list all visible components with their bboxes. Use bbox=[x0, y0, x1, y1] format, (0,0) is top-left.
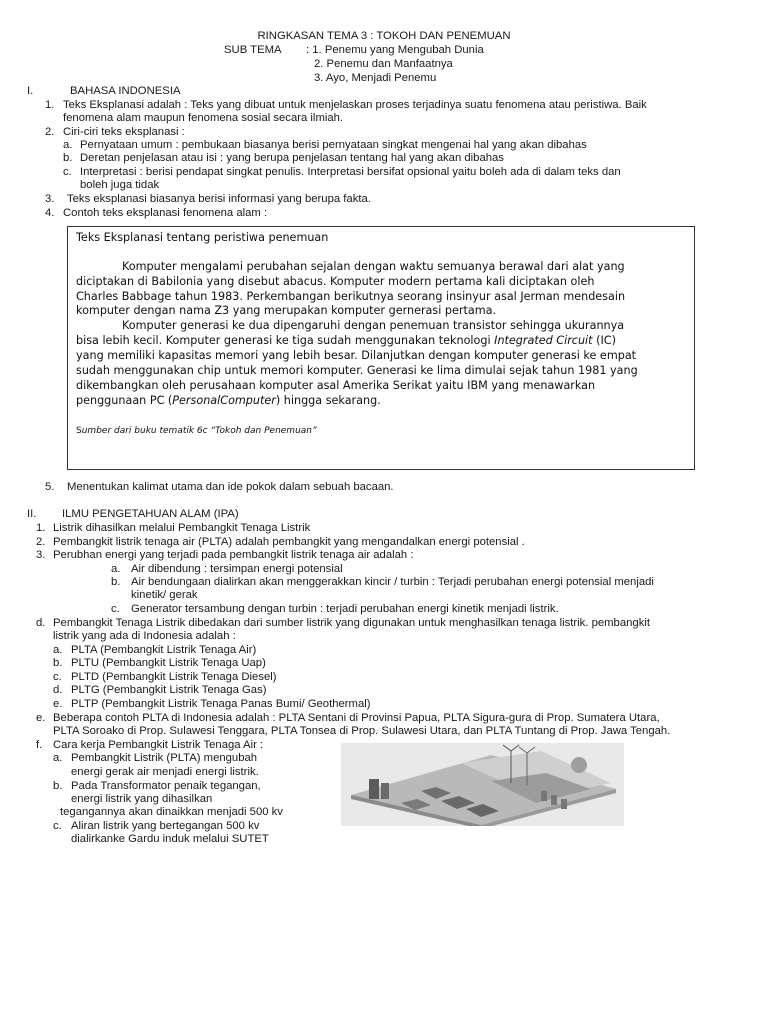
s1-item4-number: 4. bbox=[45, 207, 55, 219]
pltu-item: PLTU (Pembangkit Listrik Tenaga Uap) bbox=[71, 657, 266, 669]
s1-item2: Ciri-ciri teks eksplanasi : bbox=[63, 126, 185, 138]
s1-item2a-letter: a. bbox=[63, 139, 73, 151]
pltu-letter: b. bbox=[53, 657, 63, 669]
pltg-item: PLTG (Pembangkit Listrik Tenaga Gas) bbox=[71, 684, 267, 696]
subtema-2: 2. Penemu dan Manfaatnya bbox=[314, 58, 453, 70]
s2-item3: Perubhan energi yang terjadi pada pembangkit listrik tenaga air adalah : bbox=[53, 549, 414, 561]
box-p2-line5: dikembangkan oleh perusahaan komputer asal Amerika Serikat yaitu IBM yang menawarkan bbox=[76, 379, 596, 392]
box-p1-line2: diciptakan di Babilonia yang disebut abacus. Komputer modern pertama kali diciptakan oleh bbox=[76, 275, 595, 288]
integrated-circuit-term: Integrated Circuit bbox=[494, 334, 593, 347]
document-title: RINGKASAN TEMA 3 : TOKOH DAN PENEMUAN bbox=[257, 30, 511, 42]
f-b-line2: energi listrik yang dihasilkan bbox=[71, 793, 213, 805]
s1-item4: Contoh teks eksplanasi fenomena alam : bbox=[63, 207, 268, 219]
s2-item3b-line1: Air bendungaan dialirkan akan menggerakkan kincir / turbin : Terjadi perubahan energi potensial menjadi bbox=[131, 576, 654, 588]
box-title: Teks Eksplanasi tentang peristiwa penemuan bbox=[76, 231, 329, 244]
s1-item1-line1: Teks Eksplanasi adalah : Teks yang dibuat untuk menjelaskan proses terjadinya suatu fenomena atau peristiwa. Baik bbox=[63, 99, 647, 111]
s2-itemd-line2: listrik yang ada di Indonesia adalah : bbox=[53, 630, 236, 642]
f-a-letter: a. bbox=[53, 752, 63, 764]
box-p2-line4: sudah menggunakan chip untuk memori komputer. Generasi ke lima dimulai sejak tahun 1981 yang bbox=[76, 364, 638, 377]
s1-item1-line2: fenomena alam maupun fenomena sosial secara ilmiah. bbox=[63, 112, 344, 124]
s2-item3b-line2: kinetik/ gerak bbox=[131, 589, 198, 601]
f-b-letter: b. bbox=[53, 780, 63, 792]
box-p2-line2-text: bisa lebih kecil. Komputer generasi ke tiga sudah menggunakan teknologi bbox=[76, 334, 495, 347]
s1-item3: Teks eksplanasi biasanya berisi informasi yang berupa fakta. bbox=[67, 193, 371, 205]
hydro-power-plant-illustration bbox=[341, 743, 624, 826]
box-p2-line2-end: (IC) bbox=[592, 334, 616, 347]
box-p2-line3: yang memiliki kapasitas memori yang lebih besar. Dilanjutkan dengan komputer generasi ke empat bbox=[76, 349, 637, 362]
box-p1-line3: Charles Babbage tahun 1983. Perkembangan berikutnya seorang insinyur asal Jerman mendesain bbox=[76, 290, 626, 303]
s2-itemd-line1: Pembangkit Tenaga Listrik dibedakan dari sumber listrik yang digunakan untuk menghasilkan tenaga listrik. pembangkit bbox=[53, 617, 650, 629]
pltd-letter: c. bbox=[53, 671, 62, 683]
s2-itemf-letter: f. bbox=[36, 739, 43, 751]
f-b-line1: Pada Transformator penaik tegangan, bbox=[71, 780, 261, 792]
pltp-item: PLTP (Pembangkit Listrik Tenaga Panas Bumi/ Geothermal) bbox=[71, 698, 371, 710]
s1-item2c-line1: Interpretasi : berisi pendapat singkat penulis. Interpretasi bersifat opsional yaitu boleh ada di dalam teks dan bbox=[80, 166, 621, 178]
f-c-line1: Aliran listrik yang bertegangan 500 kv bbox=[71, 820, 260, 832]
f-c-letter: c. bbox=[53, 820, 62, 832]
s1-item2b: Deretan penjelasan atau isi : yang berupa penjelasan tentang hal yang akan dibahas bbox=[80, 152, 504, 164]
plta-item: PLTA (Pembangkit Listrik Tenaga Air) bbox=[71, 644, 257, 656]
subtema-label: SUB TEMA bbox=[224, 44, 282, 56]
box-p1-line4: komputer dengan nama Z3 yang merupakan komputer gernerasi pertama. bbox=[76, 304, 497, 317]
f-c-line2: dialirkanke Gardu induk melalui SUTET bbox=[71, 833, 269, 845]
s1-item2b-letter: b. bbox=[63, 152, 73, 164]
box-p1-line1: Komputer mengalami perubahan sejalan dengan waktu semuanya berawal dari alat yang bbox=[122, 260, 625, 273]
s1-item2a: Pernyataan umum : pembukaan biasanya berisi pernyataan singkat mengenai hal yang akan dibahas bbox=[80, 139, 587, 151]
s2-itemd-letter: d. bbox=[36, 617, 46, 629]
pltp-letter: e. bbox=[53, 698, 63, 710]
box-p2-line6 bbox=[76, 394, 381, 409]
s2-item2: Pembangkit listrik tenaga air (PLTA) adalah pembangkit yang mengandalkan energi potensial . bbox=[53, 536, 525, 548]
s1-item2-number: 2. bbox=[45, 126, 55, 138]
pltg-letter: d. bbox=[53, 684, 63, 696]
s2-item2-number: 2. bbox=[36, 536, 46, 548]
pltd-item: PLTD (Pembangkit Listrik Tenaga Diesel) bbox=[71, 671, 277, 683]
s2-item3b-letter: b. bbox=[111, 576, 121, 588]
s2-iteme-line1: Beberapa contoh PLTA di Indonesia adalah : PLTA Sentani di Provinsi Papua, PLTA Sigura-gura di Prop. Sumatera Utara, bbox=[53, 712, 660, 724]
box-source bbox=[76, 424, 317, 439]
section2-number: II. bbox=[27, 508, 37, 520]
personal-computer-term: PersonalComputer bbox=[172, 394, 276, 407]
s1-item1-number: 1. bbox=[45, 99, 55, 111]
subtema-3: 3. Ayo, Menjadi Penemu bbox=[314, 72, 437, 84]
f-a-line1: Pembangkit Listrik (PLTA) mengubah bbox=[71, 752, 258, 764]
subtema-1: : 1. Penemu yang Mengubah Dunia bbox=[306, 44, 484, 56]
box-p2-line1: Komputer generasi ke dua dipengaruhi dengan penemuan transistor sehingga ukurannya bbox=[122, 319, 625, 332]
s2-iteme-letter: e. bbox=[36, 712, 46, 724]
f-b-line3: tegangannya akan dinaikkan menjadi 500 kv bbox=[60, 806, 283, 818]
s2-item3a: Air dibendung : tersimpan energi potensial bbox=[131, 563, 343, 575]
s1-item5-number: 5. bbox=[45, 481, 55, 493]
section1-number: I. bbox=[27, 85, 34, 97]
s2-item3c: Generator tersambung dengan turbin : terjadi perubahan energi kinetik menjadi listrik. bbox=[131, 603, 559, 615]
box-source-initial: S bbox=[76, 426, 82, 436]
s2-item3-number: 3. bbox=[36, 549, 46, 561]
box-source-text: umber dari buku tematik 6c “Tokoh dan Penemuan” bbox=[81, 426, 317, 436]
box-p2-line2 bbox=[76, 334, 616, 349]
s2-item3a-letter: a. bbox=[111, 563, 121, 575]
s2-item3c-letter: c. bbox=[111, 603, 120, 615]
section1-heading: BAHASA INDONESIA bbox=[70, 85, 181, 97]
box-p2-line6-end: ) hingga sekarang. bbox=[275, 394, 381, 407]
s2-iteme-line2: PLTA Soroako di Prop. Sulawesi Tenggara, PLTA Tonsea di Prop. Sulawesi Utara, dan PLTA Tuntang di Prop. Jawa Tengah. bbox=[53, 725, 671, 737]
s2-itemf: Cara kerja Pembangkit Listrik Tenaga Air : bbox=[53, 739, 264, 751]
s1-item2c-letter: c. bbox=[63, 166, 72, 178]
s2-item1: Listrik dihasilkan melalui Pembangkit Tenaga Listrik bbox=[53, 522, 311, 534]
s1-item5: Menentukan kalimat utama dan ide pokok dalam sebuah bacaan. bbox=[67, 481, 394, 493]
box-p2-line6-text: penggunaan PC ( bbox=[76, 394, 173, 407]
s2-item1-number: 1. bbox=[36, 522, 46, 534]
section2-heading: ILMU PENGETAHUAN ALAM (IPA) bbox=[62, 508, 239, 520]
s1-item3-number: 3. bbox=[45, 193, 55, 205]
f-a-line2: energi gerak air menjadi energi listrik. bbox=[71, 766, 259, 778]
plta-letter: a. bbox=[53, 644, 63, 656]
s1-item2c-line2: boleh juga tidak bbox=[80, 179, 160, 191]
